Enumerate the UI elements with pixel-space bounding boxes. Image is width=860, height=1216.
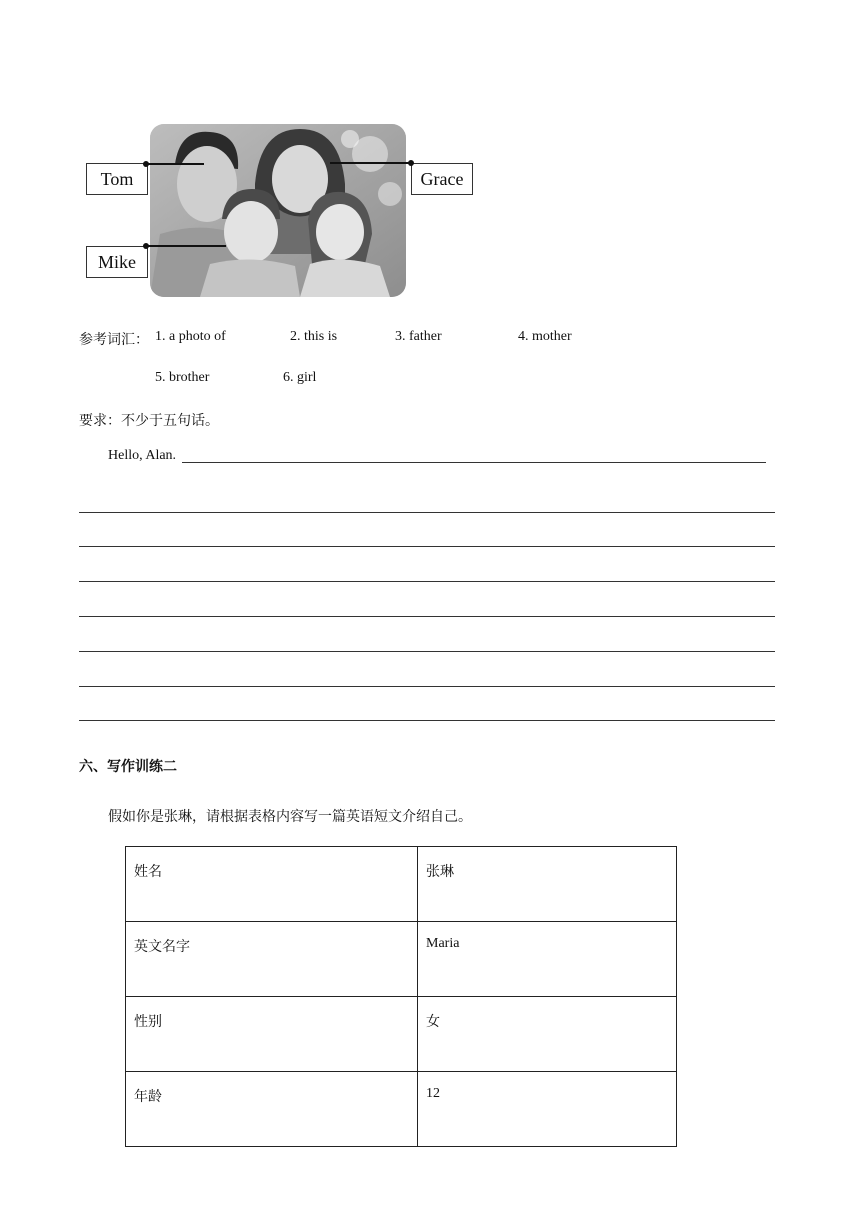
table-cell-value: 12 bbox=[418, 1072, 677, 1147]
connector-grace bbox=[330, 162, 412, 164]
writing-line[interactable] bbox=[79, 546, 775, 547]
vocab-item-6: 6. girl bbox=[283, 370, 317, 385]
connector-dot-tom bbox=[143, 161, 149, 167]
requirement-text: 要求：不少于五句话。 bbox=[79, 414, 219, 429]
table-row bbox=[126, 997, 677, 1072]
section-6-title: 六、写作训练二 bbox=[79, 759, 177, 775]
family-photo-illustration bbox=[150, 124, 406, 297]
table-cell-value: 女 bbox=[418, 997, 677, 1072]
label-grace-text: Grace bbox=[420, 168, 464, 189]
writing-line[interactable] bbox=[79, 616, 775, 617]
writing-line[interactable] bbox=[79, 686, 775, 687]
table-cell-value: Maria bbox=[418, 922, 677, 997]
connector-dot-mike bbox=[143, 243, 149, 249]
vocab-item-2: 2. this is bbox=[290, 329, 338, 344]
label-mike-text: Mike bbox=[98, 251, 136, 272]
table-cell-label: 英文名字 bbox=[126, 922, 418, 997]
writing-line[interactable] bbox=[79, 581, 775, 582]
connector-dot-grace bbox=[408, 160, 414, 166]
vocab-item-1: 1. a photo of bbox=[155, 329, 226, 344]
table-cell-label: 姓名 bbox=[126, 847, 418, 922]
connector-mike bbox=[146, 245, 226, 247]
vocab-item-4: 4. mother bbox=[518, 329, 572, 344]
table-cell-label: 性别 bbox=[126, 997, 418, 1072]
label-grace bbox=[411, 163, 473, 195]
label-tom bbox=[86, 163, 148, 195]
table-cell-label: 年龄 bbox=[126, 1072, 418, 1147]
vocab-item-3: 3. father bbox=[395, 329, 442, 344]
writing-start: Hello, Alan. bbox=[108, 448, 177, 463]
connector-tom bbox=[146, 163, 204, 165]
table-row bbox=[126, 1072, 677, 1147]
family-photo bbox=[150, 124, 406, 297]
info-table bbox=[125, 846, 677, 1147]
writing-line[interactable] bbox=[79, 651, 775, 652]
label-mike bbox=[86, 246, 148, 278]
label-tom-text: Tom bbox=[100, 168, 134, 189]
vocab-prefix: 参考词汇： bbox=[79, 333, 149, 348]
table-cell-value: 张琳 bbox=[418, 847, 677, 922]
table-row bbox=[126, 922, 677, 997]
writing-line[interactable] bbox=[182, 462, 766, 463]
writing-line[interactable] bbox=[79, 512, 775, 513]
vocab-item-5: 5. brother bbox=[155, 370, 210, 385]
section-6-prompt: 假如你是张琳，请根据表格内容写一篇英语短文介绍自己。 bbox=[108, 810, 472, 825]
writing-line[interactable] bbox=[79, 720, 775, 721]
table-row bbox=[126, 847, 677, 922]
